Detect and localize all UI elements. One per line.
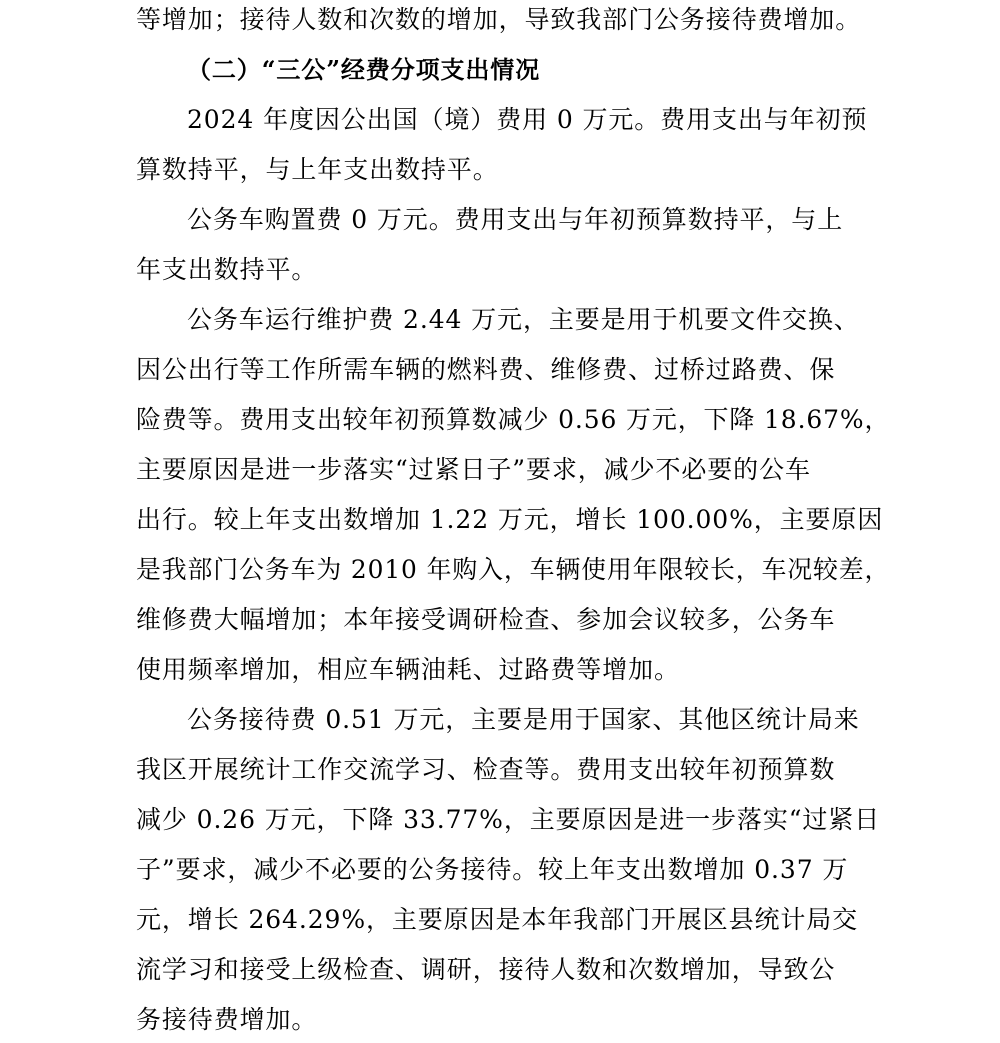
text-line-5: 公务车购置费 0 万元。费用支出与年初预算数持平，与上 <box>187 205 844 234</box>
text-line-12: 是我部门公务车为 2010 年购入，车辆使用年限较长，车况较差， <box>136 555 891 584</box>
text-line-16: 我区开展统计工作交流学习、检查等。费用支出较年初预算数 <box>136 755 836 784</box>
text-line-11: 出行。较上年支出数增加 1.22 万元，增长 100.00%，主要原因 <box>136 505 884 534</box>
text-line-15: 公务接待费 0.51 万元，主要是用于国家、其他区统计局来 <box>187 705 860 734</box>
text-line-6: 年支出数持平。 <box>136 255 318 284</box>
text-line-1: 等增加；接待人数和次数的增加，导致我部门公务接待费增加。 <box>136 5 862 34</box>
text-line-18: 子”要求，减少不必要的公务接待。较上年支出数增加 0.37 万 <box>136 855 849 884</box>
text-line-14: 使用频率增加，相应车辆油耗、过路费等增加。 <box>136 655 680 684</box>
text-line-8: 因公出行等工作所需车辆的燃料费、维修费、过桥过路费、保 <box>136 355 836 384</box>
text-line-17: 减少 0.26 万元，下降 33.77%，主要原因是进一步落实“过紧日 <box>136 805 881 834</box>
text-line-13: 维修费大幅增加；本年接受调研检查、参加会议较多，公务车 <box>136 605 836 634</box>
text-line-20: 流学习和接受上级检查、调研，接待人数和次数增加，导致公 <box>136 955 836 984</box>
text-line-21: 务接待费增加。 <box>136 1005 318 1034</box>
section-heading: （二）“三公”经费分项支出情况 <box>187 55 541 84</box>
text-line-4: 算数持平，与上年支出数持平。 <box>136 155 499 184</box>
text-line-19: 元，增长 264.29%，主要原因是本年我部门开展区县统计局交 <box>136 905 859 934</box>
text-line-7: 公务车运行维护费 2.44 万元，主要是用于机要文件交换、 <box>187 305 860 334</box>
text-line-3: 2024 年度因公出国（境）费用 0 万元。费用支出与年初预 <box>187 105 868 134</box>
text-line-9: 险费等。费用支出较年初预算数减少 0.56 万元，下降 18.67%， <box>136 405 891 434</box>
text-line-10: 主要原因是进一步落实“过紧日子”要求，减少不必要的公车 <box>136 455 811 484</box>
